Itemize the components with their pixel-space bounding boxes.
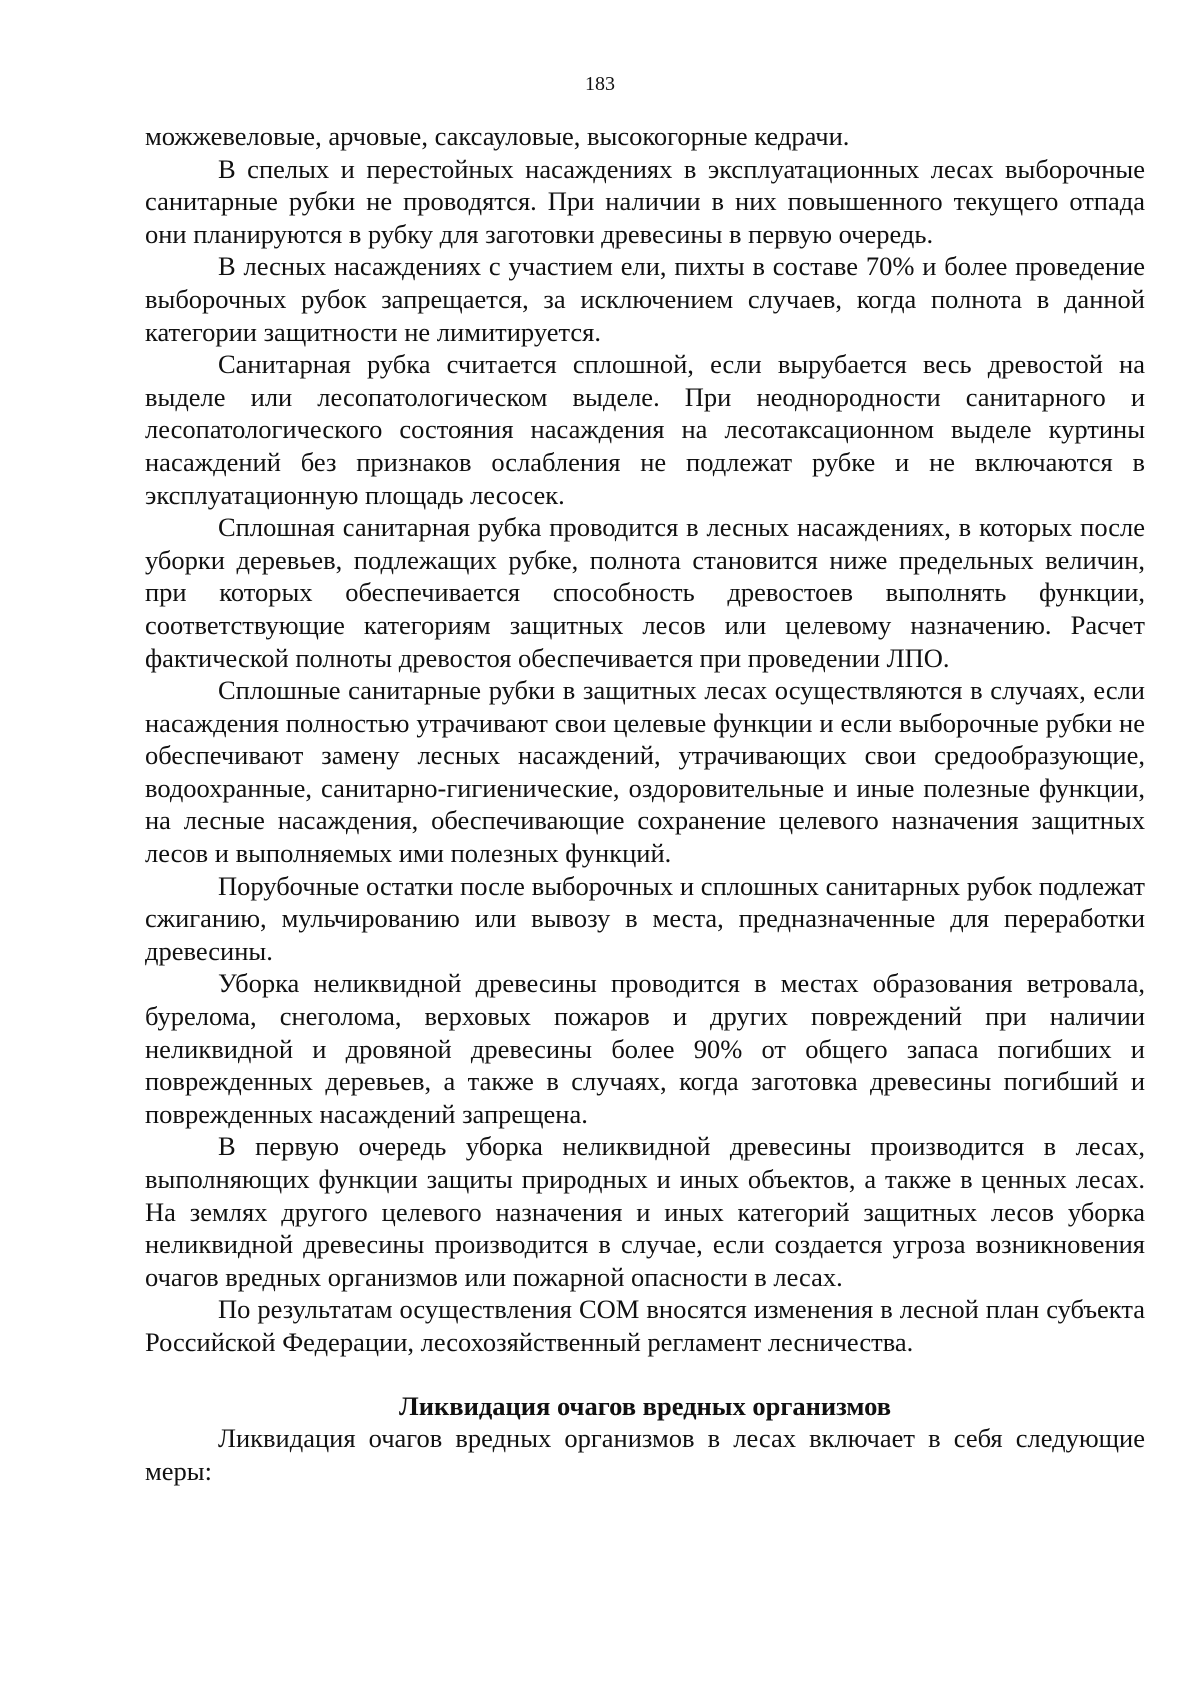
paragraph: В лесных насаждениях с участием ели, пихты в составе 70% и более проведение выборочных рубок запрещается, за исключением случаев, когда полнота в данной категории защитности не лимитируется. (145, 251, 1145, 347)
paragraph: Сплошная санитарная рубка проводится в лесных насаждениях, в которых после уборки деревьев, подлежащих рубке, полнота становится ниже предельных величин, при которых обеспечивается способность древостоев выполнять функции, соответствующие категориям защитных лесов или целевому назначению. Расчет фактической полноты древостоя обеспечивается при проведении ЛПО. (145, 512, 1145, 673)
paragraph: Уборка неликвидной древесины проводится в местах образования ветровала, бурелома, снеголома, верховых пожаров и других повреждений при наличии неликвидной и дровяной древесины более 90% от общего запаса погибших и поврежденных деревьев, а также в случаях, когда заготовка древесины погибший и поврежденных насаждений запрещена. (145, 968, 1145, 1129)
page-number: 183 (585, 73, 615, 95)
paragraph: В спелых и перестойных насаждениях в эксплуатационных лесах выборочные санитарные рубки не проводятся. При наличии в них повышенного текущего отпада они планируются в рубку для заготовки древесины в первую очередь. (145, 153, 1145, 249)
document-body (145, 120, 1145, 1487)
paragraph: По результатам осуществления СОМ вносятся изменения в лесной план субъекта Российской Федерации, лесохозяйственный регламент лесничества. (145, 1294, 1145, 1357)
paragraph-continuation: можжевеловые, арчовые, саксауловые, высокогорные кедрачи. (145, 121, 850, 151)
section-intro-paragraph: Ликвидация очагов вредных организмов в лесах включает в себя следующие меры: (145, 1423, 1145, 1486)
paragraph: Порубочные остатки после выборочных и сплошных санитарных рубок подлежат сжиганию, мульчированию или вывозу в места, предназначенные для переработки древесины. (145, 870, 1145, 966)
section-heading: Ликвидация очагов вредных организмов (398, 1390, 892, 1421)
paragraph: Санитарная рубка считается сплошной, если вырубается весь древостой на выделе или лесопатологическом выделе. При неоднородности санитарного и лесопатологического состояния насаждения на лесотаксационном выделе куртины насаждений без признаков ослабления не подлежат рубке и не включаются в эксплуатационную площадь лесосек. (145, 349, 1145, 510)
paragraph: Сплошные санитарные рубки в защитных лесах осуществляются в случаях, если насаждения полностью утрачивают свои целевые функции и если выборочные рубки не обеспечивают замену лесных насаждений, утрачивающих свои средообразующие, водоохранные, санитарно-гигиенические, оздоровительные и иные полезные функции, на лесные насаждения, обеспечивающие сохранение целевого назначения защитных лесов и выполняемых ими полезных функций. (145, 675, 1145, 869)
paragraph: В первую очередь уборка неликвидной древесины производится в лесах, выполняющих функции защиты природных и иных объектов, а также в ценных лесах. На землях другого целевого назначения и иных категорий защитных лесов уборка неликвидной древесины производится в случае, если создается угроза возникновения очагов вредных организмов или пожарной опасности в лесах. (145, 1131, 1145, 1292)
